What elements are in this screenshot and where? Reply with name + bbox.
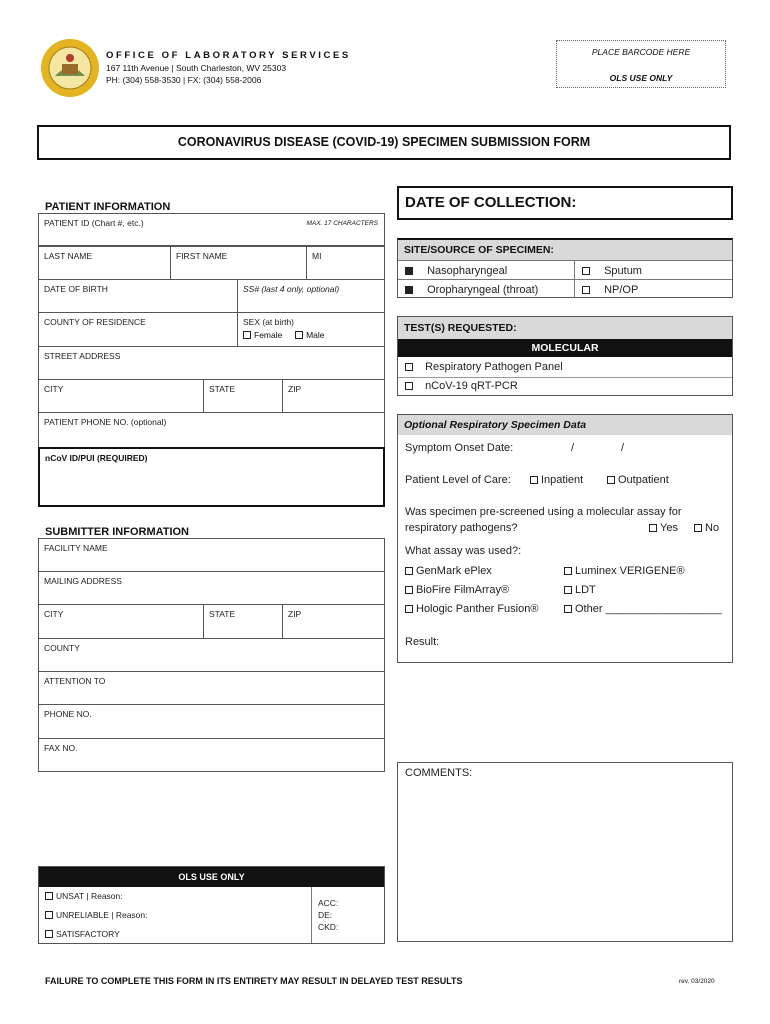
luminex-checkbox[interactable] xyxy=(564,567,572,575)
county-residence-field[interactable] xyxy=(38,312,238,347)
mi-label: MI xyxy=(312,251,322,261)
mailing-address-label: MAILING ADDRESS xyxy=(44,576,122,586)
sputum-label: Sputum xyxy=(604,265,642,277)
state-label: STATE xyxy=(209,384,236,394)
hologic-option[interactable] xyxy=(405,603,538,615)
female-checkbox[interactable] xyxy=(243,331,251,339)
org-address: 167 11th Avenue | South Charleston, WV 25303 xyxy=(106,63,287,73)
sex-label: SEX (at birth) xyxy=(243,317,295,327)
result-field[interactable] xyxy=(405,636,439,648)
biofire-checkbox[interactable] xyxy=(405,586,413,594)
ncov-id-field[interactable] xyxy=(38,447,385,507)
outpatient-label: Outpatient xyxy=(618,474,669,486)
onset-slash-2: / xyxy=(621,442,625,454)
site-divider-h xyxy=(398,279,732,280)
yes-label: Yes xyxy=(660,522,678,534)
attention-to-field[interactable] xyxy=(38,671,385,705)
unreliable-option[interactable] xyxy=(45,910,148,920)
last-name-label: LAST NAME xyxy=(44,251,93,261)
optional-title: Optional Respiratory Specimen Data xyxy=(404,419,587,431)
site-naso-option[interactable] xyxy=(405,265,507,277)
facility-name-field[interactable] xyxy=(38,538,385,572)
biofire-option[interactable] xyxy=(405,584,509,596)
street-address-field[interactable] xyxy=(38,346,385,380)
npop-label: NP/OP xyxy=(604,284,639,296)
org-name: OFFICE OF LABORATORY SERVICES xyxy=(106,50,351,61)
rpp-option[interactable] xyxy=(405,361,563,373)
unreliable-checkbox[interactable] xyxy=(45,911,53,919)
patient-section-title: PATIENT INFORMATION xyxy=(45,201,171,213)
satisfactory-option[interactable] xyxy=(45,929,120,939)
unsat-option[interactable] xyxy=(45,891,123,901)
which-assay-label: What assay was used?: xyxy=(405,545,522,557)
luminex-label: Luminex VERIGENE® xyxy=(575,565,685,577)
submitter-county-label: COUNTY xyxy=(44,643,80,653)
ssn-label: SS# (last 4 only, optional) xyxy=(243,284,340,294)
other-checkbox[interactable] xyxy=(564,605,572,613)
ols-box-title: OLS USE ONLY xyxy=(178,872,245,882)
onset-slash-1: / xyxy=(571,442,575,454)
prescreen-no-option[interactable] xyxy=(694,522,719,534)
patient-phone-label: PATIENT PHONE NO. (optional) xyxy=(44,417,167,427)
inpatient-checkbox[interactable] xyxy=(530,476,538,484)
submitter-state-field[interactable] xyxy=(203,604,283,639)
genmark-checkbox[interactable] xyxy=(405,567,413,575)
site-npop-option[interactable] xyxy=(582,284,638,296)
county-residence-label: COUNTY OF RESIDENCE xyxy=(44,317,146,327)
last-name-field[interactable] xyxy=(38,246,171,280)
patient-id-field[interactable] xyxy=(38,213,385,246)
zip-label: ZIP xyxy=(288,384,302,394)
satisfactory-label: SATISFACTORY xyxy=(56,929,120,939)
unsat-checkbox[interactable] xyxy=(45,892,53,900)
female-label: Female xyxy=(254,330,283,340)
ols-use-only-label: OLS USE ONLY xyxy=(609,73,673,83)
city-field[interactable] xyxy=(38,379,204,413)
sex-field xyxy=(237,312,385,347)
ncov-label: nCoV-19 qRT-PCR xyxy=(425,380,518,392)
oro-checkbox[interactable] xyxy=(405,286,413,294)
first-name-label: FIRST NAME xyxy=(176,251,228,261)
form-title: CORONAVIRUS DISEASE (COVID-19) SPECIMEN SUBMISSION FORM xyxy=(177,135,591,149)
comments-field[interactable] xyxy=(397,762,733,942)
dob-label: DATE OF BIRTH xyxy=(44,284,108,294)
barcode-label: PLACE BARCODE HERE xyxy=(591,47,691,57)
inpatient-label: Inpatient xyxy=(541,474,584,486)
sex-options xyxy=(243,330,325,340)
first-name-field[interactable] xyxy=(170,246,307,280)
tests-requested-section xyxy=(397,316,733,396)
no-checkbox[interactable] xyxy=(694,524,702,532)
ols-divider xyxy=(311,887,312,943)
molecular-label: MOLECULAR xyxy=(531,342,599,354)
outpatient-option[interactable] xyxy=(607,474,669,486)
ols-use-only-box xyxy=(38,866,385,944)
yes-checkbox[interactable] xyxy=(649,524,657,532)
de-label: DE: xyxy=(318,910,333,920)
ncov-checkbox[interactable] xyxy=(405,382,413,390)
outpatient-checkbox[interactable] xyxy=(607,476,615,484)
ncov-option[interactable] xyxy=(405,380,518,392)
genmark-option[interactable] xyxy=(405,565,492,577)
submitter-city-field[interactable] xyxy=(38,604,204,639)
hologic-checkbox[interactable] xyxy=(405,605,413,613)
rpp-label: Respiratory Pathogen Panel xyxy=(425,361,563,373)
oro-label: Oropharyngeal (throat) xyxy=(427,284,539,296)
sputum-checkbox[interactable] xyxy=(582,267,590,275)
date-of-collection-field[interactable] xyxy=(397,186,733,220)
optional-header xyxy=(398,415,732,435)
tests-title: TEST(S) REQUESTED: xyxy=(404,322,517,334)
state-field[interactable] xyxy=(203,379,283,413)
zip-field[interactable] xyxy=(282,379,385,413)
optional-data-section xyxy=(397,414,733,663)
tests-header xyxy=(398,317,732,339)
onset-date-field[interactable] xyxy=(405,442,513,454)
site-source-title: SITE/SOURCE OF SPECIMEN: xyxy=(404,244,554,256)
ckd-label: CKD: xyxy=(318,922,339,932)
inpatient-option[interactable] xyxy=(530,474,583,486)
unsat-label: UNSAT | Reason: xyxy=(56,891,123,901)
comments-label: COMMENTS: xyxy=(405,767,473,779)
satisfactory-checkbox[interactable] xyxy=(45,930,53,938)
tests-divider xyxy=(398,377,732,378)
genmark-label: GenMark ePlex xyxy=(416,565,492,577)
prescreen-question-1: Was specimen pre-screened using a molecular assay for xyxy=(405,506,682,518)
molecular-band xyxy=(398,339,732,357)
male-label: Male xyxy=(306,330,325,340)
submitter-section-title: SUBMITTER INFORMATION xyxy=(45,526,190,538)
naso-label: Nasopharyngeal xyxy=(427,265,508,277)
other-label: Other ___________________ xyxy=(575,603,722,615)
rpp-checkbox[interactable] xyxy=(405,363,413,371)
submitter-zip-field[interactable] xyxy=(282,604,385,639)
max-chars-note: MAX. 17 CHARACTERS xyxy=(306,220,378,227)
submitter-county-field[interactable] xyxy=(38,638,385,672)
acc-label: ACC: xyxy=(318,898,339,908)
hologic-label: Hologic Panther Fusion® xyxy=(416,603,539,615)
npop-checkbox[interactable] xyxy=(582,286,590,294)
ldt-checkbox[interactable] xyxy=(564,586,572,594)
naso-checkbox[interactable] xyxy=(405,267,413,275)
street-address-label: STREET ADDRESS xyxy=(44,351,121,361)
submitter-phone-label: PHONE NO. xyxy=(44,709,92,719)
site-source-header xyxy=(398,240,732,261)
no-label: No xyxy=(705,522,720,534)
patient-id-label: PATIENT ID (Chart #, etc.) xyxy=(44,218,144,228)
facility-name-label: FACILITY NAME xyxy=(44,543,108,553)
care-level-label: Patient Level of Care: xyxy=(405,474,511,486)
mi-field[interactable] xyxy=(306,246,385,280)
date-of-collection-label: DATE OF COLLECTION: xyxy=(405,194,577,211)
attention-to-label: ATTENTION TO xyxy=(44,676,106,686)
dob-field[interactable] xyxy=(38,279,238,313)
org-phone-fax: PH: (304) 558-3530 | FX: (304) 558-2006 xyxy=(106,75,262,85)
barcode-box xyxy=(556,40,726,88)
submitter-state-label: STATE xyxy=(209,609,236,619)
city-label: CITY xyxy=(44,384,64,394)
other-option[interactable] xyxy=(564,603,722,615)
submitter-zip-label: ZIP xyxy=(288,609,302,619)
site-source-section xyxy=(397,238,733,298)
state-seal xyxy=(40,38,100,98)
fax-field[interactable] xyxy=(38,738,385,772)
patient-phone-field[interactable] xyxy=(38,412,385,448)
prescreen-question-2: respiratory pathogens? xyxy=(405,522,518,534)
fax-label: FAX NO. xyxy=(44,743,78,753)
footer-warning: FAILURE TO COMPLETE THIS FORM IN ITS ENTIRETY MAY RESULT IN DELAYED TEST RESULTS xyxy=(45,976,463,986)
ncov-id-label: nCoV ID/PUI (REQUIRED) xyxy=(45,453,148,463)
ldt-label: LDT xyxy=(575,584,596,596)
submitter-city-label: CITY xyxy=(44,609,64,619)
mailing-address-field[interactable] xyxy=(38,571,385,605)
ssn-field[interactable] xyxy=(237,279,385,313)
site-sputum-option[interactable] xyxy=(582,265,642,277)
result-label: Result: xyxy=(405,636,440,648)
luminex-option[interactable] xyxy=(564,565,685,577)
site-oro-option[interactable] xyxy=(405,284,538,296)
onset-label: Symptom Onset Date: xyxy=(405,442,514,454)
form-title-box xyxy=(37,125,731,160)
biofire-label: BioFire FilmArray® xyxy=(416,584,510,596)
prescreen-yes-option[interactable] xyxy=(649,522,678,534)
submitter-phone-field[interactable] xyxy=(38,704,385,739)
ldt-option[interactable] xyxy=(564,584,596,596)
ols-box-header xyxy=(39,867,384,887)
unreliable-label: UNRELIABLE | Reason: xyxy=(56,910,148,920)
revision-note: rev. 03/2020 xyxy=(679,978,715,985)
male-checkbox[interactable] xyxy=(295,331,303,339)
